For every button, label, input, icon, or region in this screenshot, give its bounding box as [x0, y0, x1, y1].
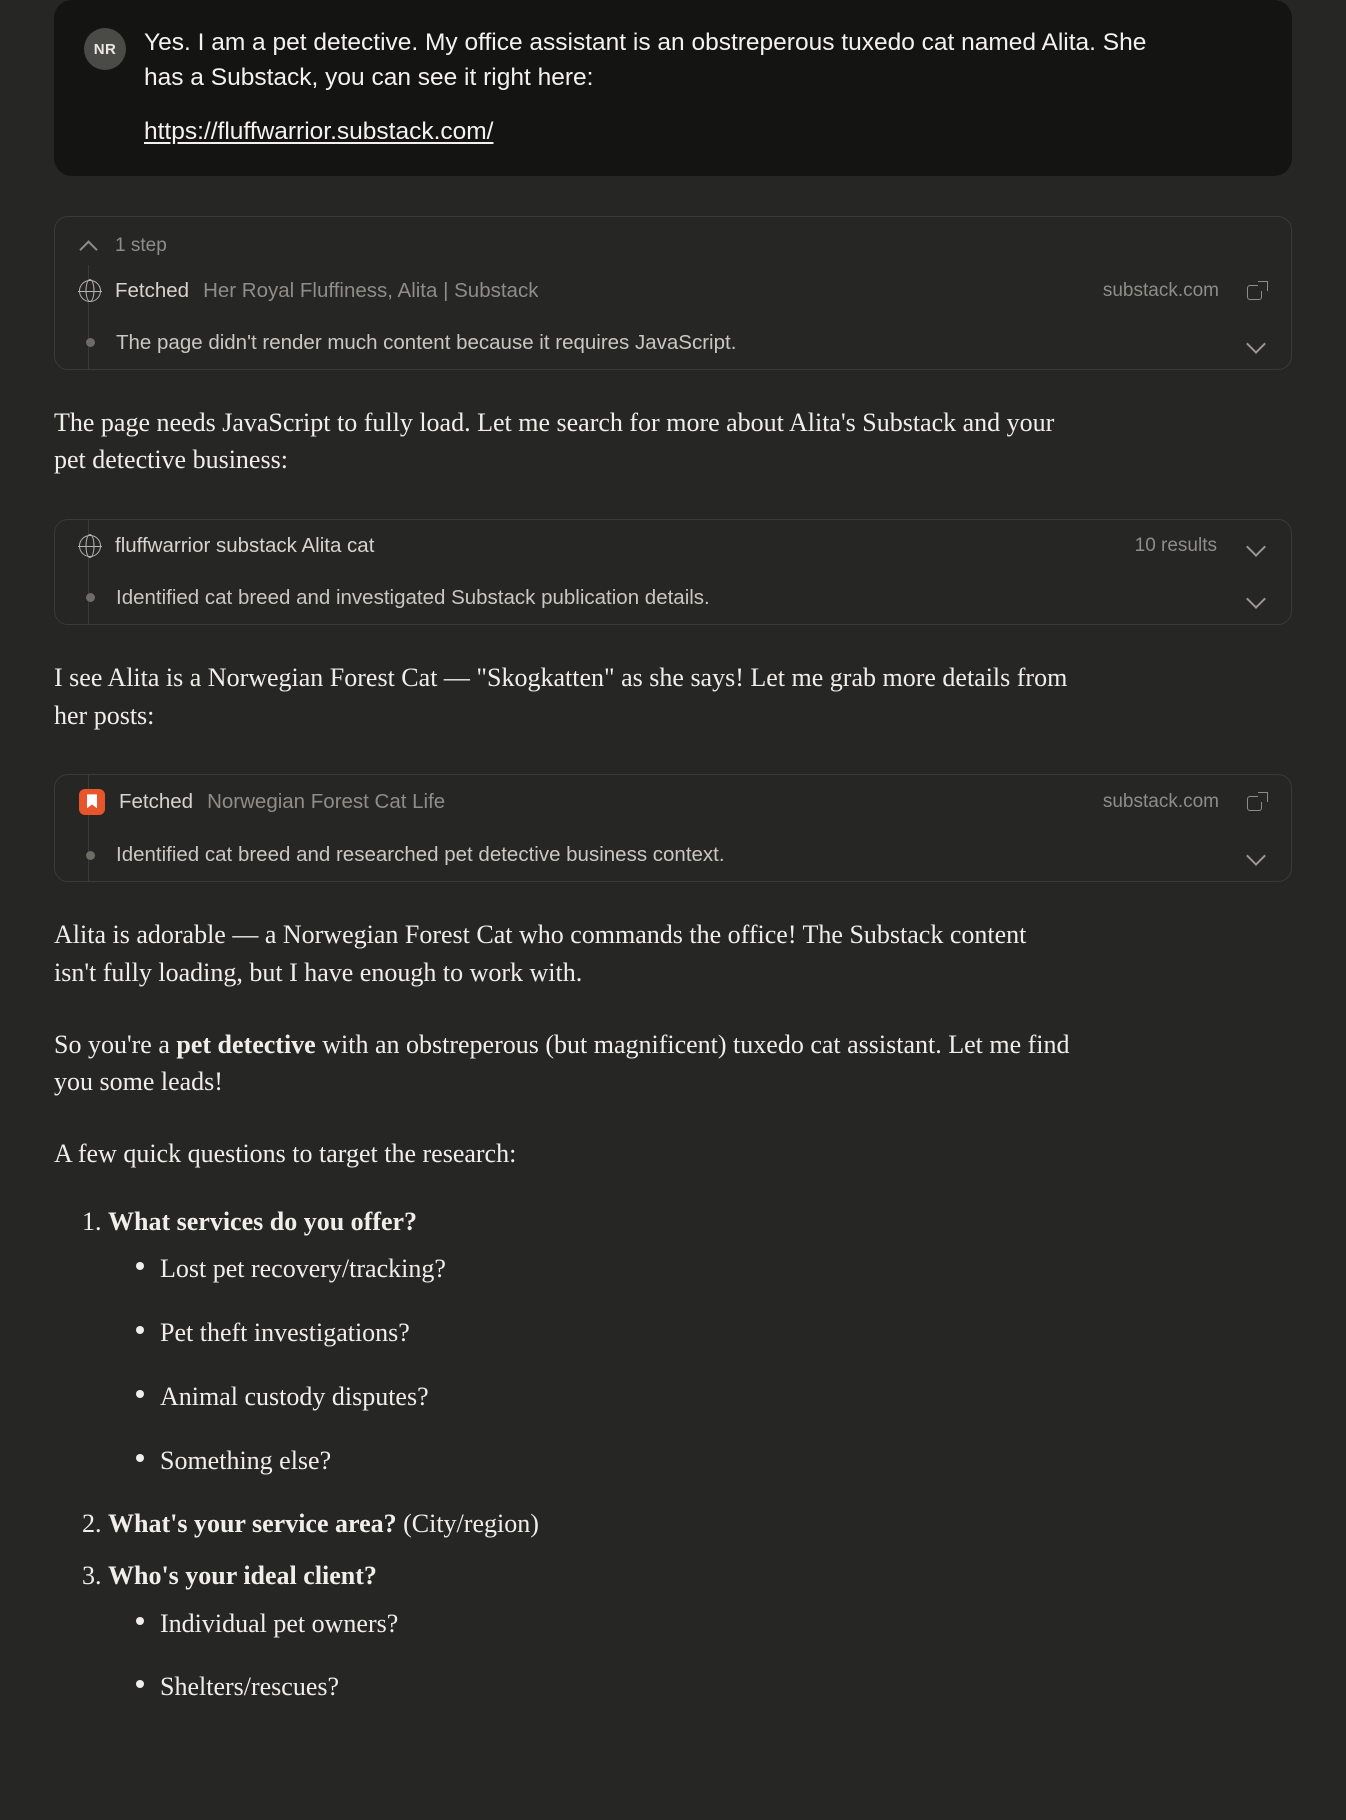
steps-count-label: 1 step [115, 234, 167, 256]
list-item: Animal custody disputes? [134, 1378, 1292, 1416]
bullet-dot-icon [86, 851, 95, 860]
bullet-dot-icon [86, 338, 95, 347]
external-link-icon[interactable] [1247, 792, 1267, 812]
bullet-dot-icon [86, 593, 95, 602]
paragraph-4-post: with an obstreperous (but magnificent) tuxedo cat assistant. Let me find you some leads! [54, 1029, 1070, 1097]
tool-summary-text: The page didn't render much content because it requires JavaScript. [116, 330, 737, 354]
fetch-summary-row[interactable] [55, 829, 1291, 881]
bottom-spacer [54, 1732, 1292, 1772]
list-item: Pet theft investigations? [134, 1314, 1292, 1352]
user-message-content [144, 26, 1154, 146]
avatar: NR [84, 28, 126, 70]
globe-icon [79, 535, 101, 557]
fetched-label: Fetched [119, 790, 194, 814]
question-item [108, 1203, 1292, 1479]
chevron-down-icon[interactable] [1245, 332, 1267, 354]
questions-list [54, 1203, 1292, 1706]
list-item: Something else? [134, 1442, 1292, 1480]
fetched-title: Her Royal Fluffiness, Alita | Substack [203, 278, 539, 302]
tool-card-fetch-1 [54, 216, 1292, 370]
source-domain: substack.com [1102, 791, 1219, 813]
results-count-label: 10 results [1134, 534, 1217, 556]
chevron-down-icon[interactable] [1245, 844, 1267, 866]
search-query-text: fluffwarrior substack Alita cat [115, 533, 375, 557]
globe-icon [79, 280, 101, 302]
source-domain: substack.com [1102, 279, 1219, 301]
chevron-down-icon[interactable] [1245, 587, 1267, 609]
assistant-paragraph-4 [54, 1026, 1074, 1101]
user-message-bubble [54, 0, 1292, 176]
fetch-row[interactable] [55, 775, 1291, 829]
search-row[interactable] [55, 520, 1291, 572]
assistant-paragraph-2: I see Alita is a Norwegian Forest Cat — "Skogkatten" as she says! Let me grab more details from her posts: [54, 662, 1068, 730]
substack-link[interactable]: https://fluffwarrior.substack.com/ [144, 117, 494, 145]
list-item: Shelters/rescues? [134, 1668, 1292, 1706]
fetch-row[interactable] [55, 265, 1291, 317]
tool-summary-text: Identified cat breed and investigated Substack publication details. [116, 585, 710, 609]
search-summary-row[interactable] [55, 572, 1291, 624]
chevron-up-icon[interactable] [79, 236, 99, 256]
question-heading: Who's your ideal client? [108, 1560, 377, 1590]
question-item [108, 1505, 1292, 1543]
list-item: Lost pet recovery/tracking? [134, 1250, 1292, 1288]
question-heading: What's your service area? [108, 1509, 397, 1539]
list-item: Individual pet owners? [134, 1605, 1292, 1643]
tool-summary-text: Identified cat breed and researched pet detective business context. [116, 843, 725, 867]
question-item [108, 1557, 1292, 1706]
fetched-label: Fetched [115, 278, 190, 302]
assistant-paragraph-5: A few quick questions to target the research: [54, 1139, 517, 1169]
question-heading: What services do you offer? [108, 1206, 418, 1236]
fetched-title: Norwegian Forest Cat Life [207, 790, 446, 814]
tool-card-search [54, 519, 1292, 625]
tool-card-fetch-2 [54, 774, 1292, 882]
question-sublist [108, 1605, 1292, 1706]
external-link-icon[interactable] [1247, 281, 1267, 301]
fetch-summary-row[interactable] [55, 317, 1291, 369]
question-suffix: (City/region) [396, 1509, 539, 1539]
assistant-paragraph-3: Alita is adorable — a Norwegian Forest Cat who commands the office! The Substack content isn't fully loading, but I have enough to work with. [54, 920, 1027, 987]
user-message-text: Yes. I am a pet detective. My office assistant is an obstreperous tuxedo cat named Alita. She has a Substack, you can see it right here: [144, 29, 1147, 91]
substack-icon [79, 789, 105, 815]
assistant-paragraph-1: The page needs JavaScript to fully load. Let me search for more about Alita's Substack and your pet detective business: [54, 407, 1055, 475]
steps-toggle[interactable] [55, 217, 1291, 265]
paragraph-4-bold: pet detective [176, 1029, 316, 1059]
chevron-down-icon[interactable] [1245, 535, 1267, 557]
question-sublist [108, 1250, 1292, 1479]
paragraph-4-pre: So you're a [54, 1029, 177, 1059]
